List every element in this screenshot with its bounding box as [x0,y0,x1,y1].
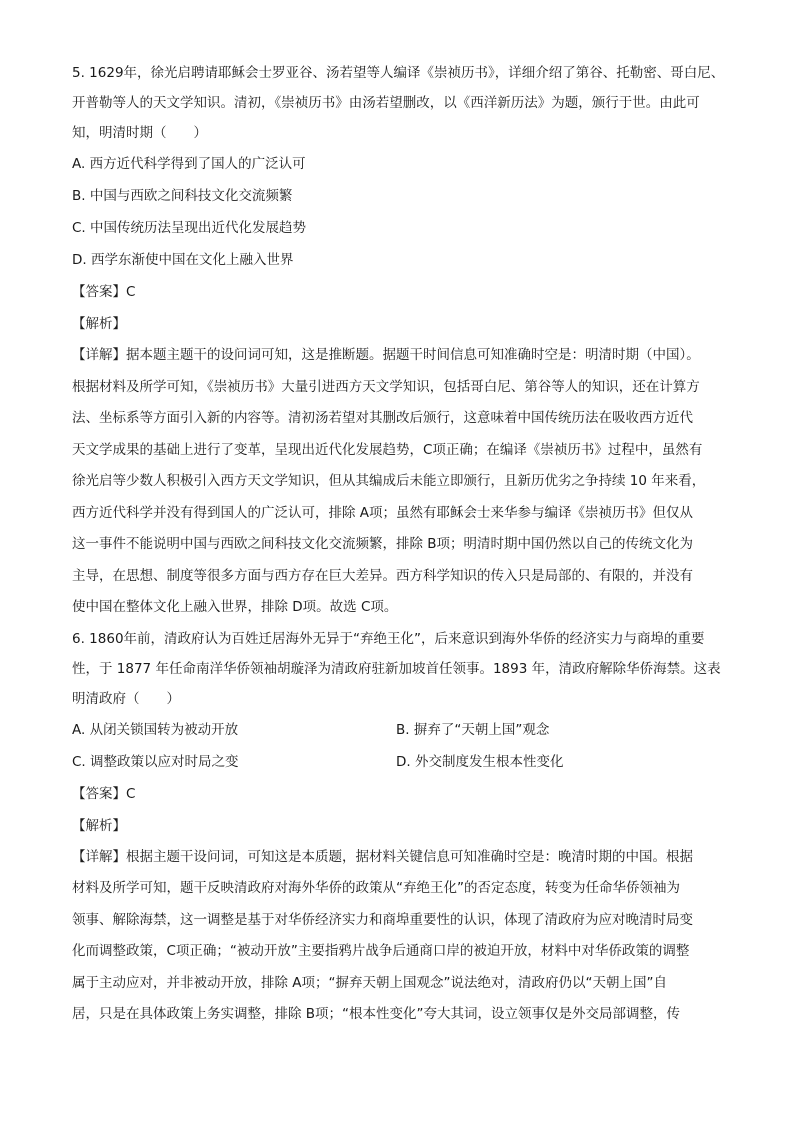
question-5-stem-line: 5. 1629年，徐光启聘请耶稣会士罗亚谷、汤若望等人编译《崇祯历书》，详细介绍了第谷、托勒密、哥白尼、 [72,65,725,81]
question-6-option-a: A. 从闭关锁国转为被动开放 [72,721,239,738]
question-6-option-b: B. 摒弃了“天朝上国”观念 [396,721,550,738]
question-5-detail-line: 徐光启等少数人积极引入西方天文学知识，但从其编成后未能立即颁行，且新历优劣之争持续 10 年来看， [72,473,706,489]
question-5 [72,58,732,624]
question-6 [72,624,732,1031]
question-6-detail-line: 材料及所学可知，题干反映清政府对海外华侨的政策从“弃绝王化”的否定态度，转变为任命华侨领袖为 [72,880,680,896]
document-page [72,58,732,1031]
question-6-options-row-1 [72,714,732,746]
question-5-detail-line: 西方近代科学并没有得到国人的广泛认可，排除 A项；虽然有耶稣会士来华参与编译《崇祯历书》但仅从 [72,504,694,521]
question-6-analysis-label: 【解析】 [72,817,126,834]
question-5-detail-line: 使中国在整体文化上融入世界，排除 D项。故选 C项。 [72,599,398,615]
question-6-detail-line: 领事、解除海禁，这一调整是基于对华侨经济实力和商埠重要性的认识，体现了清政府为应对晚清时局变 [72,911,693,928]
question-5-option-a: A. 西方近代科学得到了国人的广泛认可 [72,156,306,172]
question-6-detail-line: 属于主动应对，并非被动开放，排除 A项；“摒弃天朝上国观念”说法绝对，清政府仍以“天朝上国”自 [72,974,668,991]
question-5-option-d: D. 西学东渐使中国在文化上融入世界 [72,252,294,268]
question-5-answer: 【答案】C [72,284,136,300]
question-5-option-b: B. 中国与西欧之间科技文化交流频繁 [72,188,293,204]
question-6-option-c: C. 调整政策以应对时局之变 [72,753,239,770]
question-5-detail-line: 主导，在思想、制度等很多方面与西方存在巨大差异。西方科学知识的传入只是局部的、有限的，并没有 [72,567,693,584]
question-6-stem-line: 性，于 1877 年任命南洋华侨领袖胡璇泽为清政府驻新加坡首任领事。1893 年，清政府解除华侨海禁。这表 [72,660,721,677]
question-5-option-c: C. 中国传统历法呈现出近代化发展趋势 [72,220,307,236]
question-6-options-row-2 [72,746,732,778]
question-6-detail-line: 化而调整政策，C项正确；“被动开放”主要指鸦片战争后通商口岸的被迫开放，材料中对华侨政策的调整 [72,943,690,959]
question-6-detail-line: 居，只是在具体政策上务实调整，排除 B项；“根本性变化”夸大其词，设立领事仅是外交局部调整，传 [72,1006,681,1022]
question-5-detail-line: 这一事件不能说明中国与西欧之间科技文化交流频繁，排除 B项；明清时期中国仍然以自己的传统文化为 [72,536,694,552]
question-6-stem-line: 明清政府（ ） [72,690,180,707]
question-5-stem-line: 开普勒等人的天文学知识。清初，《崇祯历书》由汤若望删改，以《西洋新历法》为题，颁行于世。由此可 [72,95,700,111]
question-5-detail-line: 根据材料及所学可知，《崇祯历书》大量引进西方天文学知识，包括哥白尼、第谷等人的知识，还在计算方 [72,378,700,395]
question-6-detail-line: 【详解】根据主题干设问词，可知这是本质题，据材料关键信息可知准确时空是：晚清时期的中国。根据 [72,848,693,865]
question-6-option-d: D. 外交制度发生根本性变化 [396,753,564,770]
question-5-analysis-label: 【解析】 [72,316,126,332]
question-5-detail-line: 法、坐标系等方面引入新的内容等。清初汤若望对其删改后颁行，这意味着中国传统历法在吸收西方近代 [72,410,693,426]
question-6-answer: 【答案】C [72,785,136,802]
question-5-detail-line: 【详解】据本题主题干的设问词可知，这是推断题。据题干时间信息可知准确时空是：明清时期（中国）。 [72,347,700,363]
question-5-stem-line: 知，明清时期（ ） [72,125,207,141]
question-6-stem-line: 6. 1860年前，清政府认为百姓迁居海外无异于“弃绝王化”，后来意识到海外华侨的经济实力与商埠的重要 [72,630,705,647]
question-5-detail-line: 天文学成果的基础上进行了变革，呈现出近代化发展趋势，C项正确；在编译《崇祯历书》过程中，虽然有 [72,441,703,458]
